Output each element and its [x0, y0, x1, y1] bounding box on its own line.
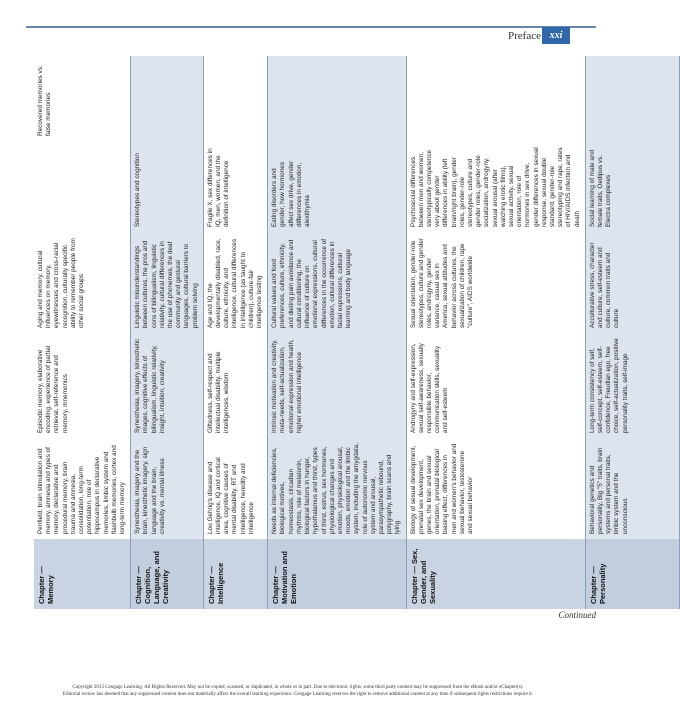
table-cell: Synesthesia, imagery, kinesthetic images, cognitive effects of bilingualism, linguistic relativity, insight, intuition, creativity: [131, 333, 204, 438]
table-cell: Needs as internal deficiencies, biological motives, homeostasis, circadian rhythms, role of melatonin, biological factors in hunger, hypothalamus and thirst, types of thirst, estrus, sex hormones, physiological changes and emotion, physiological arousal, moods, emotion and the limbic system, including the amygdala, role of autonomic nervous system and arousal, parasympathetic rebound, polygraphy, brain scans and lying: [268, 438, 406, 539]
rotated-table-wrapper: [34, 56, 629, 609]
footer-line: Copyright 2013 Cengage Learning. All Rights Reserved. May not be copied, scanned, or duplicated, in whole or in part. Due to electronic rights, some third party content may be suppressed from the eBook and/or eChapter(s).: [72, 685, 524, 690]
table-cell: Psychosocial differences between men and women, stereotypically competence very about gender differences in ability (left brain/right brain), gender roles, gender-role stereotypes, culture and gender roles, gender-role socialization, androgyny, sexual arousal (after watching erotic films), sexual activity, sexual orientation, role of hormones in sex drive, gender differences in sexual response, sexual double standard, gender-role stereotyping and rape, rates of HIV/AIDS infection and death: [406, 141, 585, 232]
table-cell: Fragile X, sex differences in IQ, men, women, and the definition of intelligence: [203, 141, 267, 232]
page-number-tab: xxi: [542, 27, 570, 44]
feature-table: [34, 56, 680, 609]
footer-line: Editorial review has deemed that any suppressed content does not materially affect the overall learning experience. Cengage Learning reserves the right to remove additional content at any time if subsequent rights restrictions require it.: [62, 692, 534, 697]
table-cell: Giftedness, self-respect and intellectual disability, multiple intelligences, wisdom: [203, 333, 267, 438]
table-cell: Lou Gehrig's disease and intelligence, IQ and cortical area, cognitive causes of mental disability, RT and intelligence, heredity and intelligence: [203, 438, 267, 539]
table-cell: Age and IQ, the developmentally disabled, race, culture, ethnicity, and intelligence, cultural differences in intelligence (as taught to children), culture-fair intelligence testing: [203, 232, 267, 333]
table-cell: [203, 56, 267, 141]
continued-note: Continued: [558, 610, 596, 620]
table-cell: Recovered memories vs. false memories: [34, 56, 131, 141]
header-rule: [26, 26, 596, 28]
table-row: [406, 56, 585, 609]
table-cell: Sexual orientation, gender-role stereotypes, culture and gender roles, androgyny, gender variance, casual sex in America, sexual attitudes and behavior across cultures, the sexualization of children, rape "culture", AIDS worldwide: [406, 232, 585, 333]
chapter-cell: Chapter — Personality: [585, 539, 679, 609]
table-cell: Penfield, brain stimulation and memory, amnesia and types of memory, declarative and procedural memory, brain trauma and amnesia, consolidation, long-term potentiation, role of hippocampus in declarative memories, limbic system and flashbulb memories, cortex and long-term memory: [34, 438, 131, 539]
table-cell: [268, 56, 406, 141]
copyright-footer: [0, 684, 596, 698]
table-row: [268, 56, 406, 609]
table-cell: Linguistic misunderstandings between cultures, the pros and cons of bilingualism, linguistic relativity, cultural differences in the use of phonemes, the deaf community and gestural languages, cultural barriers to problem solving: [131, 232, 204, 333]
running-header-title: Preface: [508, 30, 541, 42]
chapter-cell: Chapter — Cognition, Language, and Creativity: [131, 539, 204, 609]
table-cell: Social learning of male and female traits, Oedipus vs. Electra complexes: [585, 141, 679, 232]
table-row: [131, 56, 204, 609]
table-cell: [585, 56, 679, 141]
table-cell: Synesthesia, imagery and the brain, kinesthetic imagery, sign language and the brain, creativity vs. mental illness: [131, 438, 204, 539]
table-cell: Behavioral genetics and personality, Big "5" traits, brain systems and personal traits, limbic system and the unconscious: [585, 438, 679, 539]
table-cell: Eating disorders and gender, how hormones affect sex drive, gender differences in emotion, alexithymia: [268, 141, 406, 232]
table-cell: [406, 56, 585, 141]
table-cell: Stereotypes and cognition: [131, 141, 204, 232]
table-cell: [34, 141, 131, 232]
table-cell: Biology of sexual development, prenatal sex development, genes, the brain and sexual orientation, prenatal biological biasing effect, differences in men and women's behavior and sexual behavior, testosterone and sexual behavior: [406, 438, 585, 539]
table-row: [34, 56, 131, 609]
table-cell: [131, 56, 204, 141]
table-cell: Androgyny and self-expression, sexual self-awareness, sexually responsible behavior, communication skills, sexuality and self-esteem: [406, 333, 585, 438]
table-cell: Acculturative stress, character and culture, self-esteem and culture, common traits and culture: [585, 232, 679, 333]
chapter-cell: Chapter — Motivation and Emotion: [268, 539, 406, 609]
table-cell: Episodic memory, elaborative encoding, experience of partial retrieval, self-reference and memory, mnemonics: [34, 333, 131, 438]
table-cell: Aging and memory, cultural influences on memory, eyewitnesses and cross-racial recognition, culturally specific ability to remember people from other social groups: [34, 232, 131, 333]
chapter-cell: Chapter — Sex, Gender, and Sexuality: [406, 539, 585, 609]
chapter-cell: Chapter — Intelligence: [203, 539, 267, 609]
feature-table-rotated: [34, 56, 629, 609]
table-cell: Intrinsic motivation and creativity, meta-needs, self-actualization, emotional expression and health, higher emotional intelligence: [268, 333, 406, 438]
table-cell: Long-term consistency of self, self-concept, self-esteem, self-confidence, Freudian ego, free choice, self-actualization, positive personality traits, self-image: [585, 333, 679, 438]
chapter-cell: Chapter — Memory: [34, 539, 131, 609]
table-row: [585, 56, 679, 609]
table-cell: Cultural values and food preferences, culture, ethnicity, and dieting pain avoidance and cultural conditioning, the influence of culture on emotional expressions, cultural differences in the occurrence of emotion, cultural differences in facial expressions, cultural learning and body language: [268, 232, 406, 333]
table-row: [203, 56, 267, 609]
